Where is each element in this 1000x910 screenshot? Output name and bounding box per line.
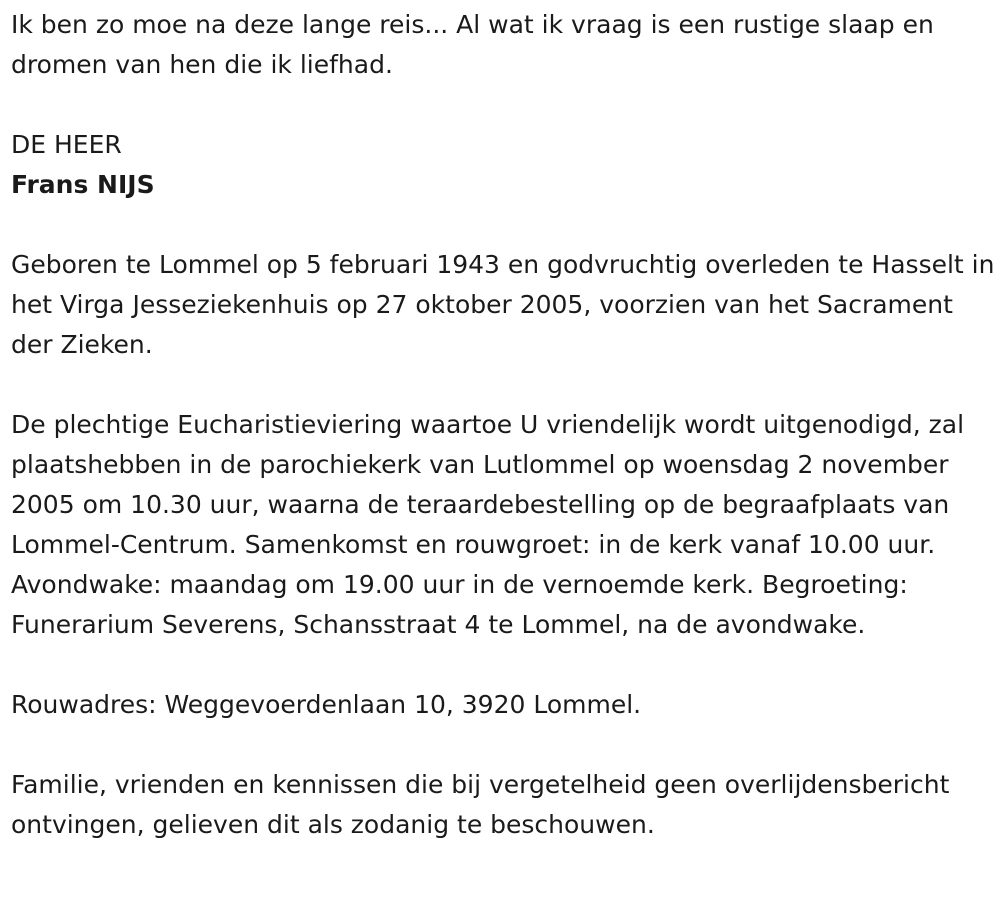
closing-paragraph: Familie, vrienden en kennissen die bij vergetelheid geen overlijdensbericht ontvingen, gelieven dit als zodanig te beschouwen. — [11, 770, 950, 839]
deceased-name: Frans NIJS — [11, 170, 155, 199]
quote-paragraph: Ik ben zo moe na deze lange reis... Al wat ik vraag is een rustige slaap en dromen van hen die ik liefhad. — [11, 10, 934, 79]
spacer — [11, 85, 996, 125]
spacer — [11, 205, 996, 245]
spacer — [11, 365, 996, 405]
honorific-title: DE HEER — [11, 130, 122, 159]
spacer — [11, 645, 996, 685]
birth-death-paragraph: Geboren te Lommel op 5 februari 1943 en godvruchtig overleden te Hasselt in het Virga Jesseziekenhuis op 27 oktober 2005, voorzien van het Sacrament der Zieken. — [11, 250, 995, 359]
spacer — [11, 725, 996, 765]
ceremony-paragraph: De plechtige Eucharistieviering waartoe U vriendelijk wordt uitgenodigd, zal plaatshebben in de parochiekerk van Lutlommel op woensdag 2 november 2005 om 10.30 uur, waarna de teraardebestelling op de begraafplaats van Lommel-Centrum. Samenkomst en rouwgroet: in de kerk vanaf 10.00 uur. Avondwake: maandag om 19.00 uur in de vernoemde kerk. Begroeting: Funerarium Severens, Schansstraat 4 te Lommel, na de avondwake. — [11, 410, 965, 639]
obituary-notice — [11, 5, 996, 845]
address-paragraph: Rouwadres: Weggevoerdenlaan 10, 3920 Lommel. — [11, 690, 642, 719]
